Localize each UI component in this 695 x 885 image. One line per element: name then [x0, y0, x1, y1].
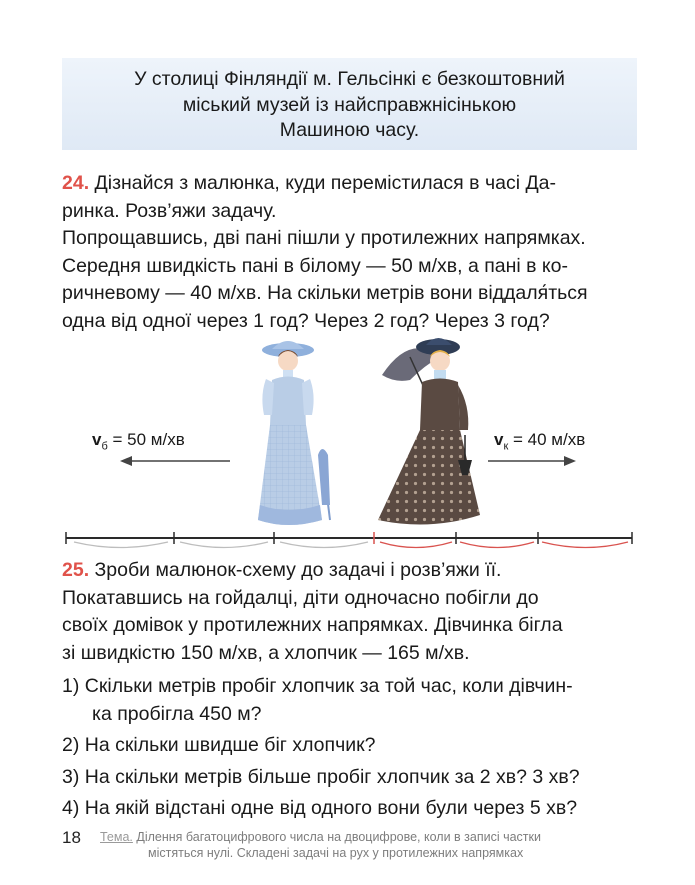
question-item	[62, 764, 642, 792]
question-text: Скільки метрів пробіг хлопчик за той час, коли дівчин-	[84, 675, 573, 697]
task-text: ринка. Розв’яжи задачу.	[62, 199, 277, 222]
info-text	[62, 67, 637, 144]
left-velocity-arrow	[120, 456, 230, 466]
task-text: одна від одної через 1 год? Через 2 год? Через 3 год?	[62, 309, 550, 332]
left-velocity-label	[92, 430, 185, 452]
question-number: 4)	[62, 797, 80, 819]
task-text: ричневому — 40 м/хв. На скільки метрів вони віддаля́ться	[62, 282, 588, 304]
illustration	[60, 335, 645, 550]
task-number: 25.	[62, 559, 90, 581]
info-line: міський музей із найсправжнісінькою	[182, 93, 517, 116]
lady-white-figure	[258, 341, 330, 525]
velocity-value: = 40 м/хв	[513, 430, 586, 449]
velocity-symbol: v	[92, 430, 102, 449]
question-text: На якій відстані одне від одного вони були через 5 хв?	[84, 797, 578, 819]
task-text: Покатавшись на гойдалці, діти одночасно побігли до	[62, 586, 539, 609]
info-line: У столиці Фінляндії м. Гельсінкі є безкоштовний	[134, 68, 565, 90]
question-text: На скільки метрів більше пробіг хлопчик за 2 хв? 3 хв?	[84, 765, 580, 788]
info-box	[62, 58, 637, 150]
footer-topic	[100, 829, 620, 861]
task-text: Попрощавшись, дві пані пішли у протилежних напрямках.	[62, 227, 586, 249]
task-text: Зроби малюнок-схему до задачі і розв’яжи її.	[94, 559, 502, 581]
question-item	[62, 795, 642, 823]
question-number: 1)	[62, 675, 80, 697]
right-velocity-label	[494, 430, 585, 452]
velocity-sub: б	[101, 440, 108, 453]
task-24	[62, 170, 642, 335]
question-number: 3)	[62, 765, 80, 788]
footer-line: Ділення багатоцифрового числа на двоцифрове, коли в записі частки	[136, 830, 541, 844]
footer-line: містяться нулі. Складені задачі на рух у протилежних напрямках	[148, 846, 524, 860]
lady-brown-figure	[378, 338, 480, 524]
footer-label: Тема.	[100, 830, 133, 844]
velocity-sub: к	[503, 440, 509, 453]
velocity-symbol: v	[494, 430, 504, 449]
task-25	[62, 557, 642, 823]
question-text: На скільки швидше біг хлопчик?	[84, 734, 376, 756]
velocity-value: = 50 м/хв	[112, 430, 185, 449]
task-text: Дізнайся з малюнка, куди перемістилася в часі Да-	[94, 172, 556, 194]
question-number: 2)	[62, 734, 80, 756]
page-number: 18	[62, 828, 81, 847]
question-item	[62, 732, 642, 760]
question-text: ка пробігла 450 м?	[92, 702, 262, 725]
task-text: своїх домівок у протилежних напрямках. Дівчинка бігла	[62, 614, 563, 636]
task-text: зі швидкістю 150 м/хв, а хлопчик — 165 м/хв.	[62, 641, 470, 664]
info-line: Машиною часу.	[279, 119, 420, 141]
distance-scale	[66, 532, 632, 548]
right-velocity-arrow	[488, 456, 576, 466]
question-item	[62, 673, 642, 728]
task-text: Середня швидкість пані в білому — 50 м/хв, а пані в ко-	[62, 254, 568, 277]
task-number: 24.	[62, 172, 90, 194]
